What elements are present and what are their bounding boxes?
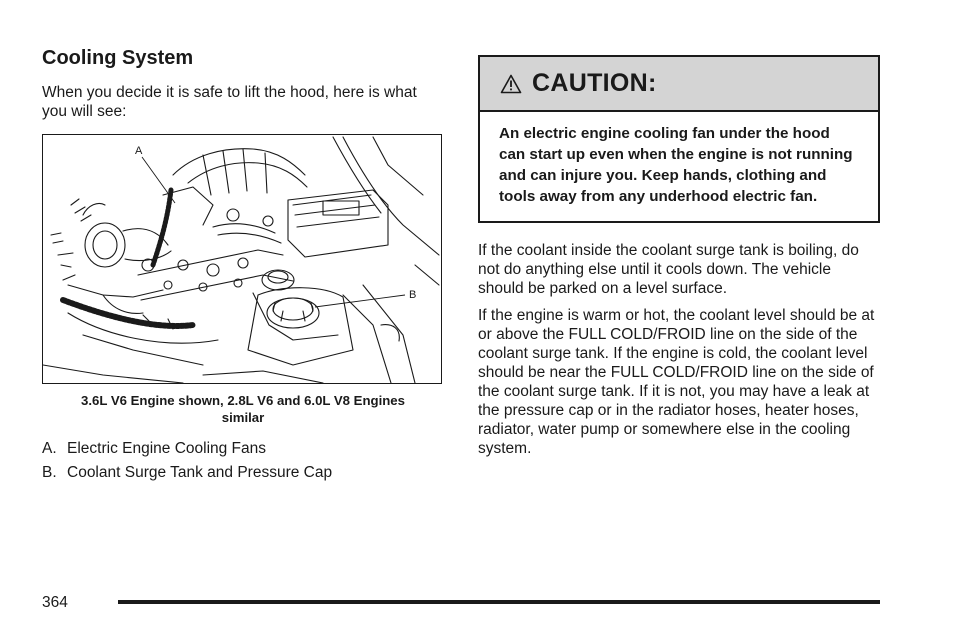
callout-legend <box>42 437 444 485</box>
right-column <box>478 55 880 458</box>
intro-paragraph: When you decide it is safe to lift the hood, here is what you will see: <box>42 84 417 120</box>
boiling-paragraph: If the coolant inside the coolant surge tank is boiling, do not do anything else until it cools down. The vehicle should be parked on a level surface. <box>478 242 859 297</box>
callout-b-label: B <box>409 289 417 301</box>
section-title: Cooling System <box>42 47 194 69</box>
engine-drawing <box>43 135 441 383</box>
legend-key: B. <box>42 464 57 481</box>
legend-text: Electric Engine Cooling Fans <box>67 440 267 457</box>
engine-illustration <box>42 134 442 384</box>
coolant-level-paragraph: If the engine is warm or hot, the coolant level should be at or above the FULL COLD/FROID line on the side of the coolant surge tank. If the engine is cold, the coolant level should be near the FULL COLD/FROID line on the side of the coolant surge tank. If it is not, you may have a leak at the pressure cap or in the radiator hoses, heater hoses, radiator, water pump or somewhere else in the cooling system. <box>478 307 875 457</box>
left-column <box>42 45 444 485</box>
legend-item <box>42 461 444 485</box>
caution-box <box>478 55 880 223</box>
legend-item <box>42 437 444 461</box>
footer-rule <box>118 600 880 604</box>
warning-triangle-icon <box>500 74 522 94</box>
callout-a-label: A <box>135 145 143 157</box>
figure-caption: 3.6L V6 Engine shown, 2.8L V6 and 6.0L V8 Engines similar <box>81 393 405 425</box>
caution-header <box>480 57 878 112</box>
caution-message: An electric engine cooling fan under the hood can start up even when the engine is not running and can injure you. Keep hands, clothing and tools away from any underhood electric fan. <box>499 125 853 205</box>
page-number: 364 <box>42 594 68 611</box>
legend-key: A. <box>42 440 57 457</box>
legend-text: Coolant Surge Tank and Pressure Cap <box>67 464 333 481</box>
caution-title: CAUTION: <box>532 69 657 97</box>
